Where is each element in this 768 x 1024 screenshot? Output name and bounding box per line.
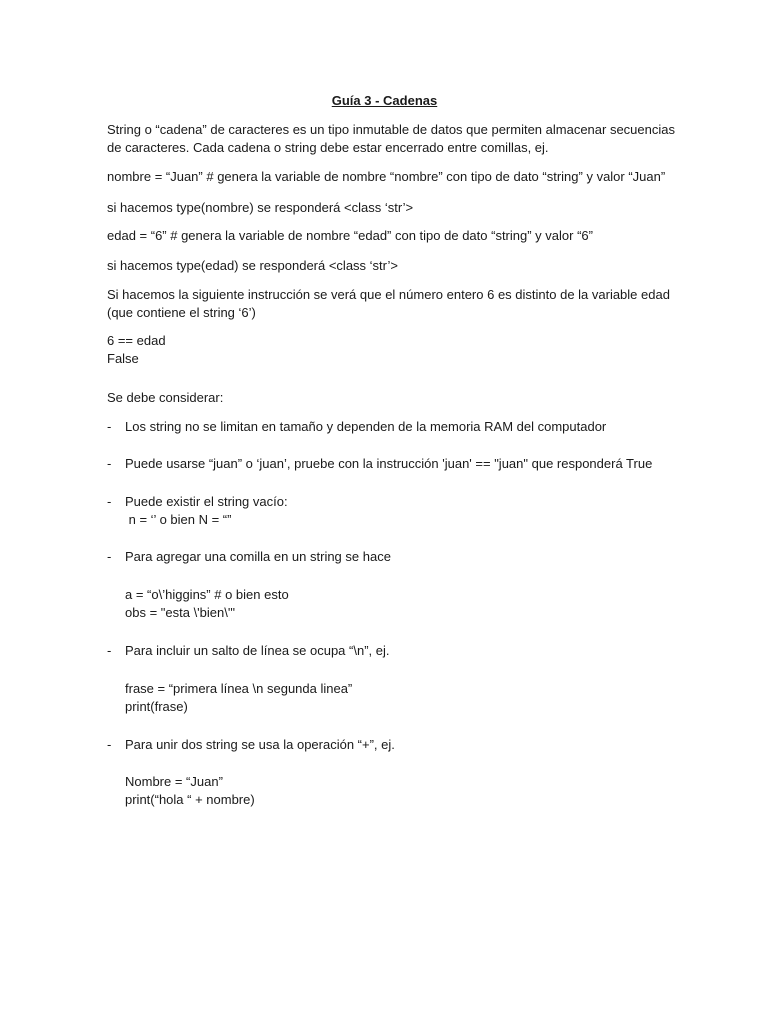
bullet-3-subline: n = ‘’ o bien N = “” xyxy=(125,512,232,527)
bullet-marker: - xyxy=(107,549,112,564)
intro-line-2: de caracteres. Cada cadena o string debe estar encerrado entre comillas, ej. xyxy=(107,140,549,155)
intro-line-1: String o “cadena” de caracteres es un tipo inmutable de datos que permiten almacenar secuencias xyxy=(107,122,675,137)
bullet-1-text: Los string no se limitan en tamaño y dependen de la memoria RAM del computador xyxy=(125,419,607,434)
code-line-2: False xyxy=(107,351,139,366)
bullet-6-text: Para unir dos string se usa la operación “+”, ej. xyxy=(125,737,395,752)
bullet-3-text: Puede existir el string vacío: xyxy=(125,494,288,509)
bullet-4-code-1: a = “o\’higgins” # o bien esto xyxy=(125,587,289,602)
bullet-marker: - xyxy=(107,494,112,509)
bullet-5-code-1: frase = “primera línea \n segunda linea” xyxy=(125,681,353,696)
bullet-marker: - xyxy=(107,737,112,752)
bullet-5-text: Para incluir un salto de línea se ocupa “\n”, ej. xyxy=(125,643,390,658)
code-line-1: 6 == edad xyxy=(107,333,166,348)
bullet-5-code-2: print(frase) xyxy=(125,699,188,714)
bullet-marker: - xyxy=(107,643,112,658)
example-type-edad: si hacemos type(edad) se responderá <class ‘str’> xyxy=(107,258,398,273)
bullet-marker: - xyxy=(107,456,112,471)
example-type-nombre: si hacemos type(nombre) se responderá <class ‘str’> xyxy=(107,200,414,215)
paragraph-2-line-2: (que contiene el string ‘6’) xyxy=(107,305,256,320)
bullet-6-code-2: print(“hola “ + nombre) xyxy=(125,792,255,807)
document-title: Guía 3 - Cadenas xyxy=(331,93,438,108)
bullet-6-code-1: Nombre = “Juan” xyxy=(125,774,223,789)
consider-heading: Se debe considerar: xyxy=(107,390,224,405)
bullet-4-code-2: obs = "esta \'bien\'" xyxy=(125,605,235,620)
paragraph-2-line-1: Si hacemos la siguiente instrucción se verá que el número entero 6 es distinto de la variable edad xyxy=(107,287,670,302)
bullet-4-text: Para agregar una comilla en un string se hace xyxy=(125,549,391,564)
bullet-2-text: Puede usarse “juan” o ‘juan’, pruebe con la instrucción 'juan' == "juan" que responderá True xyxy=(125,456,653,471)
example-edad: edad = “6” # genera la variable de nombre “edad” con tipo de dato “string” y valor “6” xyxy=(107,228,593,243)
example-nombre: nombre = “Juan” # genera la variable de nombre “nombre” con tipo de dato “string” y valor “Juan” xyxy=(107,169,666,184)
bullet-marker: - xyxy=(107,419,112,434)
